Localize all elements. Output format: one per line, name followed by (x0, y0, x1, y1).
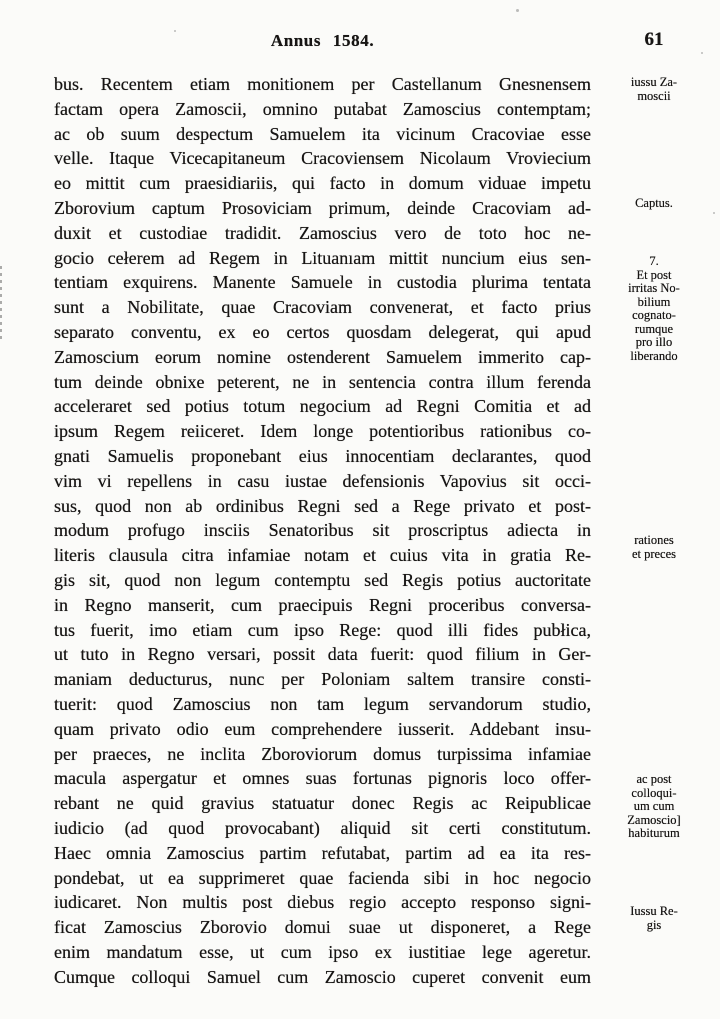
text-line: acceleraret sed potius totum negocium ad Regni Comitia et ad (54, 396, 591, 417)
page-number: 61 (644, 29, 664, 50)
text-line: tus fuerit, imo etiam cum ipso Rege: quod illi fides pubłica, (54, 619, 591, 640)
margin-note-line: liberando (630, 348, 678, 363)
margin-note-line: irritas No- (628, 281, 680, 295)
text-line: velle. Itaque Vicecapitaneum Cracoviensem Nicolaum Vroviecium (54, 148, 591, 169)
margin-note-line: cognato- (632, 308, 676, 322)
scan-speck (174, 30, 176, 32)
margin-note-line: Iussu Re- (630, 904, 678, 918)
body-text-block (54, 72, 591, 989)
text-line: maniam deducturus, nunc per Poloniam saltem transire consti- (54, 669, 591, 690)
margin-note-line: um cum (633, 799, 675, 813)
margin-note-line: ac post (636, 772, 672, 786)
margin-note (596, 255, 712, 363)
margin-note (596, 197, 712, 211)
text-line: Cumque colloqui Samuel cum Zamoscio cuperet convenit eum (54, 966, 591, 987)
margin-note (596, 773, 712, 841)
margin-note-line: bilium (637, 294, 671, 309)
margin-note-line: Zamoscio] (627, 812, 681, 827)
text-line: iudicaret. Non multis post diebus regio accepto responso signi- (54, 892, 591, 913)
margin-note-line: pro illo (635, 335, 673, 349)
text-line: ac ob suum despectum Samuelem ita vicinum Cracoviae esse (54, 123, 591, 144)
text-line: tentiam exquirens. Manente Samuele in custodia plurima tentata (54, 272, 591, 293)
text-line: modum profugo insciis Senatoribus sit proscriptus adiecta in (54, 520, 591, 541)
text-line: sunt a Nobilitate, quae Cracoviam convenerat, et facto prius (54, 297, 591, 318)
text-line: in Regno manserit, cum praecipuis Regni proceribus conversa- (54, 594, 591, 615)
text-line: ipsum Regem reiiceret. Idem longe potentioribus rationibus co- (54, 421, 591, 442)
text-line: per praeces, ne inclita Zboroviorum domus turpissima infamiae (54, 743, 591, 764)
text-line: sus, quod non ab ordinibus Regni sed a Rege privato et post- (54, 495, 591, 516)
text-line: pondebat, ut ea supprimeret quae facienda sibi in hoc negocio (54, 867, 591, 888)
text-line: rebant ne quid gravius statuatur donec Regis ac Reipublicae (54, 793, 591, 814)
text-line: ut tuto in Regno versari, possit data fuerit: quod filium in Ger- (54, 644, 591, 665)
text-line: gis sit, quod non legum contemptu sed Regis potius auctoritate (54, 569, 591, 590)
text-line: eo mittit cum praesidiariis, qui facto in domum viduae impetu (54, 173, 591, 194)
text-line: bus. Recentem etiam monitionem per Castellanum Gnesnensem (54, 74, 591, 94)
text-line: gnati Samuelis proponebant eius innocentiam declarantes, quod (54, 445, 591, 466)
margin-note-line: et preces (631, 546, 677, 561)
text-line: separato conventu, ex eo certos quosdam delegerat, qui apud (54, 321, 591, 342)
margin-note-line: moscii (637, 88, 671, 103)
margin-note-line: Captus. (635, 196, 673, 210)
text-line: enim mandatum esse, ut cum ipso ex iustitiae lege ageretur. (54, 941, 591, 962)
margin-note (596, 534, 712, 561)
margin-note-line: 7. (649, 254, 659, 268)
margin-note-line: rationes (634, 533, 674, 547)
margin-note (596, 905, 712, 932)
text-line: literis clausula citra infamiae notam et cuius vita in gratia Re- (54, 545, 591, 566)
text-line: gocio cełerem ad Regem in Lituanıam mittit nuncium eius sen- (54, 247, 591, 268)
margin-note-line: colloqui- (631, 785, 677, 800)
margin-note-line: gis (646, 917, 662, 932)
scan-artifact-dashes (0, 266, 2, 340)
scan-speck (701, 52, 703, 54)
running-header-title: Annus 1584. (270, 31, 375, 50)
text-line: ficat Zamoscius Zborovio domui suae ut disponeret, a Rege (54, 917, 591, 938)
text-line: iudicio (ad quod provocabant) aliquid sit certi constitutum. (54, 817, 591, 838)
text-line: factam opera Zamoscii, omnino putabat Zamoscius contemptam; (54, 98, 591, 119)
text-line: Zborovium captum Prosoviciam primum, deinde Cracoviam ad- (54, 197, 591, 218)
text-line: Haec omnia Zamoscius partim refutabat, partim ad ea ita res- (54, 842, 591, 863)
margin-note-line: habiturum (628, 826, 680, 840)
text-line: duxit et custodiae tradidit. Zamoscius vero de toto hoc ne- (54, 222, 591, 243)
margin-note-line: Et post (636, 267, 672, 282)
text-line: tuerit: quod Zamoscius non tam legum servandorum studio, (54, 693, 591, 714)
text-line: Zamoscium eorum nomine ostenderent Samuelem immerito cap- (54, 346, 591, 367)
text-line: vim vi repellens in casu iustae defensionis Vapovius sit occi- (54, 470, 591, 491)
text-line: tum deinde obnixe peterent, ne in sentencia contra illum ferenda (54, 371, 591, 392)
margin-note-line: iussu Za- (630, 75, 678, 89)
text-line: macula aspergatur et omnes suas fortunas pignoris loco offer- (54, 768, 591, 789)
scan-speck (516, 9, 519, 12)
margin-notes-column (596, 0, 712, 1019)
scan-speck (713, 212, 715, 214)
margin-note (596, 76, 712, 103)
text-line: quam privato odio eum comprehendere iusserit. Addebant insu- (54, 718, 591, 739)
margin-note-line: rumque (634, 321, 674, 336)
